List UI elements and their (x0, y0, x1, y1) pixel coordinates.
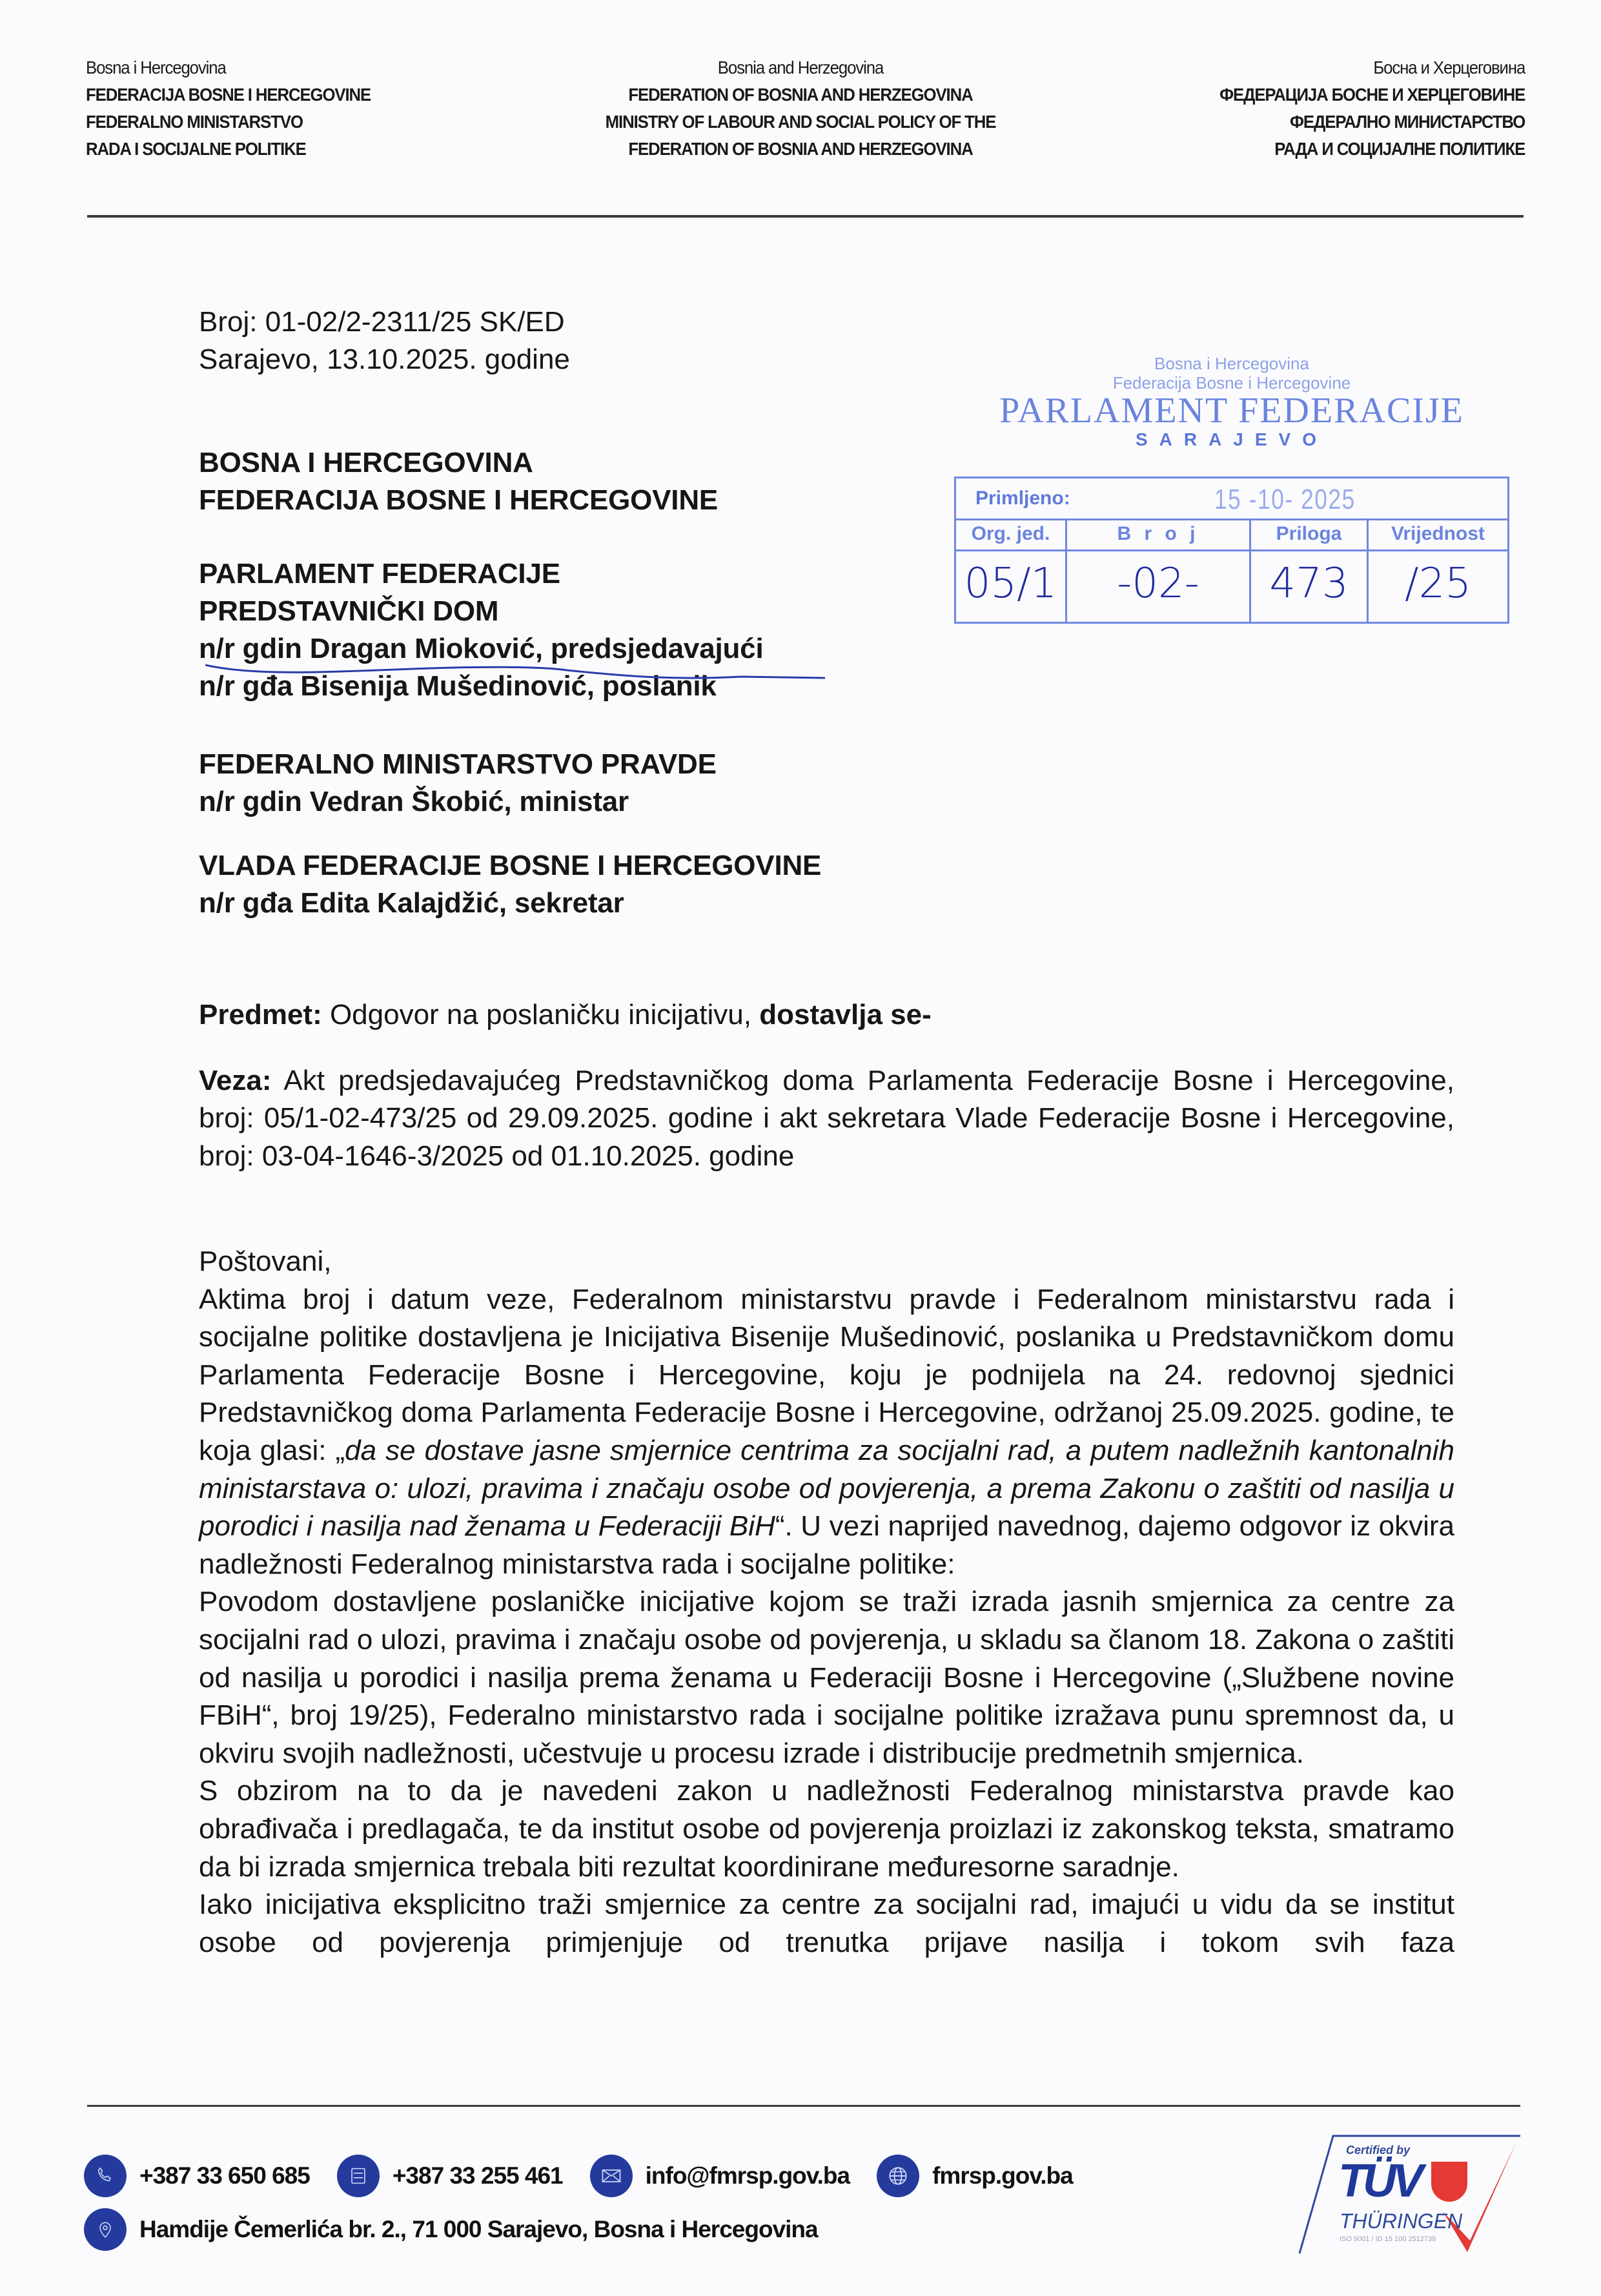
letterhead-center (504, 54, 1097, 163)
stamp-col-value: -02- (1117, 560, 1199, 608)
paragraph-3: S obzirom na to da je navedeni zakon u nadležnosti Federalnog ministarstva pravde kao obrađivača i predlagača, te da institut osobe od povjerenja proizlazi iz zakonskog teksta, smatramo da bi izrada smjernica trebala biti rezultat koordinirane međuresorne saradnje. (199, 1775, 1454, 1883)
greeting: Poštovani, (199, 1245, 332, 1277)
tuv-brand: TÜV (1338, 2155, 1420, 2207)
stamp-col-header: Priloga (1251, 518, 1367, 551)
letterhead-right-line: ФЕДЕРАЛНО МИНИСТАРСТВО (1289, 112, 1525, 132)
certified-by-label: Certified by (1346, 2144, 1411, 2157)
recipient-block-government (199, 847, 1464, 922)
globe-icon (877, 2155, 919, 2197)
fax-icon (337, 2155, 380, 2197)
initiative-quote: da se dostave jasne smjernice centrima za socijalni rad, a putem nadležnih kantonalnih ministarstava o: ulozi, pravima i značaju osobe od povjerenja, a prema Zakonu o zaštiti od nasilja u porodici i nasilja nad ženama u Federaciji BiH (199, 1434, 1454, 1543)
stamp-col-header: B r o j (1067, 518, 1249, 551)
stamp-line-2: Federacija Bosne i Hercegovine (1112, 373, 1351, 393)
document-number: Broj: 01-02/2-2311/25 SK/ED (199, 306, 565, 338)
stamp-col-value: 473 (1269, 560, 1349, 608)
paragraph-1-text: Aktima broj i datum veze, Federalnom ministarstvu pravde i Federalnom ministarstvu rada i socijalne politike dostavljena je Inicijativa Bisenije Mušedinović, poslanika u Predstavničkom domu Parlamenta Federacije Bosne i Hercegovine, koju je podnijela na 24. redovnoj sjednici Predstavničkog doma Parlamenta Federacije Bosne i Hercegovine, održanoj 25.09.2025. godine, te koja glasi: „ (199, 1283, 1454, 1466)
reference-label: Veza: (199, 1065, 272, 1096)
recipient-line: VLADA FEDERACIJE BOSNE I HERCEGOVINE (199, 850, 822, 881)
footer-email (590, 2155, 850, 2197)
document-place-date: Sarajevo, 13.10.2025. godine (199, 343, 570, 375)
letterhead-right-line: РАДА И СОЦИЈАЛНЕ ПОЛИТИКЕ (1274, 139, 1525, 159)
letterhead-left-line: FEDERALNO MINISTARSTVO (86, 112, 303, 132)
recipient-line: n/r gdin Vedran Škobić, ministar (199, 786, 629, 817)
letterhead-right-line: Босна и Херцеговина (1373, 57, 1525, 77)
stamp-line-4: SARAJEVO (1135, 429, 1329, 449)
pen-underline-mark (205, 662, 825, 682)
subject-text: Odgovor na poslaničku inicijativu, (321, 999, 760, 1030)
received-stamp (954, 354, 1509, 608)
recipient-line: n/r gđa Edita Kalajdžić, sekretar (199, 887, 624, 919)
recipient-line: FEDERALNO MINISTARSTVO PRAVDE (199, 748, 717, 780)
footer-divider (87, 2105, 1520, 2107)
letterhead-right-line: ФЕДЕРАЦИЈА БОСНЕ И ХЕРЦЕГОВИНЕ (1219, 85, 1525, 105)
envelope-icon (590, 2155, 633, 2197)
phone-icon (84, 2155, 127, 2197)
recipient-line: FEDERACIJA BOSNE I HERCEGOVINE (199, 484, 719, 516)
tuv-certification-badge (1262, 2131, 1527, 2260)
email-link[interactable]: info@fmrsp.gov.ba (645, 2162, 850, 2189)
recipient-line: n/r gdin Dragan Mioković, predsjedavajući (199, 633, 764, 664)
paragraph-1 (199, 1281, 1454, 1584)
paragraph-1-tail: “. U vezi naprijed navednog, dajemo odgovor iz okvira nadležnosti Federalnog ministarstva rada i socijalne politike: (199, 1510, 1454, 1580)
stamp-col-header: Org. jed. (956, 518, 1065, 551)
letterhead-left-line: RADA I SOCIJALNE POLITIKE (86, 139, 306, 159)
paragraph-2: Povodom dostavljene poslaničke inicijative kojom se traži izrada jasnih smjernica za centre za socijalni rad o ulozi, pravima i značaju osobe od povjerenja, u skladu sa članom 18. Zakona o zaštiti od nasilja u porodici i nasilja prema ženama u Federaciji Bosne i Hercegovine („Službene novine FBiH“, broj 19/25), Federalno ministarstvo rada i socijalne politike izražava punu spremnost da, u okviru svojih nadležnosti, učestvuje u procesu izrade i distribucije predmetnih smjernica. (199, 1586, 1454, 1769)
stamp-received-label: Primljeno: (975, 487, 1070, 509)
subject-line (199, 996, 1464, 1034)
reference-paragraph (199, 1062, 1454, 1175)
letterhead-center-line: FEDERATION OF BOSNIA AND HERZEGOVINA (628, 85, 973, 105)
tuv-region: THÜRINGEN (1340, 2209, 1463, 2233)
footer-phone (84, 2155, 310, 2197)
paragraph-4: Iako inicijativa eksplicitno traži smjernice za centre za socijalni rad, imajući u vidu da se institut osobe od povjerenja primjenjuje od trenutka prijave nasilja i tokom svih faza (199, 1889, 1454, 1958)
letterhead-left-line: FEDERACIJA BOSNE I HERCEGOVINE (86, 85, 371, 105)
recipient-block-parliament (199, 555, 1464, 705)
stamp-line-1: Bosna i Hercegovina (1154, 354, 1309, 373)
address-text: Hamdije Čemerlića br. 2., 71 000 Sarajevo, Bosna i Hercegovina (139, 2216, 818, 2242)
recipient-block-bih (199, 444, 1464, 519)
recipient-line: BOSNA I HERCEGOVINA (199, 447, 533, 478)
letterhead-center-line: MINISTRY OF LABOUR AND SOCIAL POLICY OF THE (605, 112, 996, 132)
letterhead-right (1219, 54, 1525, 163)
subject-bold-tail: dostavlja se- (759, 999, 932, 1030)
footer-address (84, 2208, 818, 2251)
letterhead-left (86, 54, 371, 163)
reference-text: Akt predsjedavajućeg Predstavničkog doma Parlamenta Federacije Bosne i Hercegovine, broj: 05/1-02-473/25 od 29.09.2025. godine i akt sekretara Vlade Federacije Bosne i Hercegovine, broj: 03-04-1646-3/2025 od 01.10.2025. godine (199, 1065, 1454, 1172)
letterhead-center-line: Bosnia and Herzegovina (717, 57, 884, 77)
fax-number[interactable]: +387 33 255 461 (392, 2162, 563, 2189)
stamp-col-header: Vrijednost (1369, 518, 1507, 551)
letterhead-left-line: Bosna i Hercegovina (86, 57, 226, 77)
letterhead-center-line: FEDERATION OF BOSNIA AND HERZEGOVINA (628, 139, 973, 159)
stamp-col-value: 05/1 (964, 560, 1057, 608)
footer-contacts (84, 2153, 1100, 2199)
location-pin-icon (84, 2208, 127, 2251)
thuringen-shield-icon (1431, 2162, 1467, 2202)
stamp-col-value: /25 (1405, 560, 1471, 608)
subject-label: Predmet: (199, 999, 322, 1030)
letter-body (199, 1243, 1454, 1962)
recipient-line: n/r gđa Bisenija Mušedinović, poslanik (199, 670, 717, 702)
footer-website (877, 2155, 1073, 2197)
stamp-received-date: 15 -10- 2025 (1214, 484, 1356, 515)
header-divider (87, 215, 1524, 218)
footer-fax (337, 2155, 563, 2197)
iso-certificate-id: ISO 9001 / ID 15 100 2512739 (1340, 2235, 1436, 2243)
recipient-line: PREDSTAVNIČKI DOM (199, 595, 499, 627)
stamp-line-3: PARLAMENT FEDERACIJE (999, 391, 1464, 431)
website-link[interactable]: fmrsp.gov.ba (932, 2162, 1073, 2189)
recipient-line: PARLAMENT FEDERACIJE (199, 558, 560, 589)
recipient-block-justice (199, 746, 1464, 821)
phone-number[interactable]: +387 33 650 685 (139, 2162, 310, 2189)
